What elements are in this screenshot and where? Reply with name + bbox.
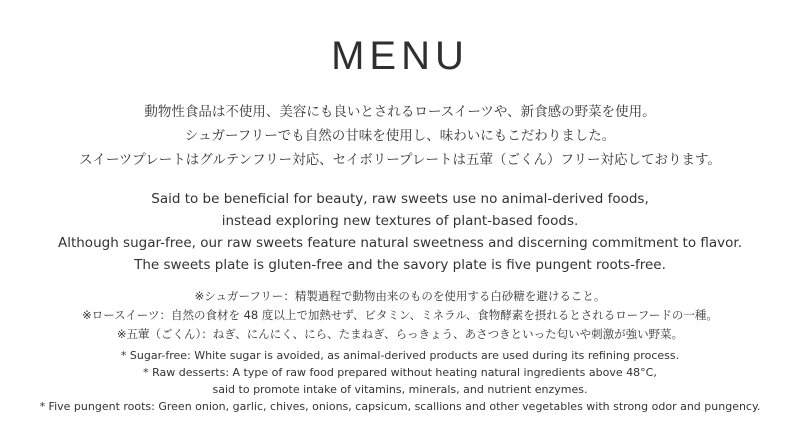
- intro-jp-line: シュガーフリーでも自然の甘味を使用し、味わいにもこだわりました。: [184, 128, 616, 144]
- intro-en-line: instead exploring new textures of plant-based foods.: [221, 213, 579, 229]
- intro-en-line: Although sugar-free, our raw sweets feature natural sweetness and discerning commitment to flavor.: [57, 235, 743, 251]
- note-en-line: * Sugar-free: White sugar is avoided, as animal-derived products are used during its refining process.: [120, 349, 680, 362]
- note-en-line: said to promote intake of vitamins, minerals, and nutrient enzymes.: [212, 383, 588, 396]
- intro-en-line: The sweets plate is gluten-free and the savory plate is five pungent roots-free.: [134, 257, 666, 273]
- intro-japanese: [0, 100, 800, 172]
- notes-japanese: [0, 287, 800, 344]
- intro-english: [0, 188, 800, 276]
- note-jp-line: ※五葷（ごくん）：ねぎ、にんにく、にら、たまねぎ、らっきょう、あさつきといった匂いや刺激が強い野菜。: [116, 327, 684, 341]
- note-en-line: * Five pungent roots: Green onion, garlic, chives, onions, capsicum, scallions and other vegetables with strong odor and pungency.: [39, 400, 761, 413]
- note-jp-line: ※ロースイーツ：自然の食材を 48 度以上で加熱せず、ビタミン、ミネラル、食物酵素を摂れるとされるローフードの一種。: [82, 308, 718, 322]
- note-en-line: * Raw desserts: A type of raw food prepared without heating natural ingredients above 48°C,: [143, 366, 657, 379]
- intro-jp-line: 動物性食品は不使用、美容にも良いとされるロースイーツや、新食感の野菜を使用。: [144, 104, 656, 120]
- notes-english: [0, 347, 800, 415]
- page-title: MENU: [331, 34, 469, 78]
- intro-jp-line: スイーツプレートはグルテンフリー対応、セイボリープレートは五葷（ごくん）フリー対応しております。: [79, 152, 721, 168]
- note-jp-line: ※シュガーフリー：精製過程で動物由来のものを使用する白砂糖を避けること。: [194, 289, 606, 303]
- intro-en-line: Said to be beneficial for beauty, raw sweets use no animal-derived foods,: [151, 191, 649, 207]
